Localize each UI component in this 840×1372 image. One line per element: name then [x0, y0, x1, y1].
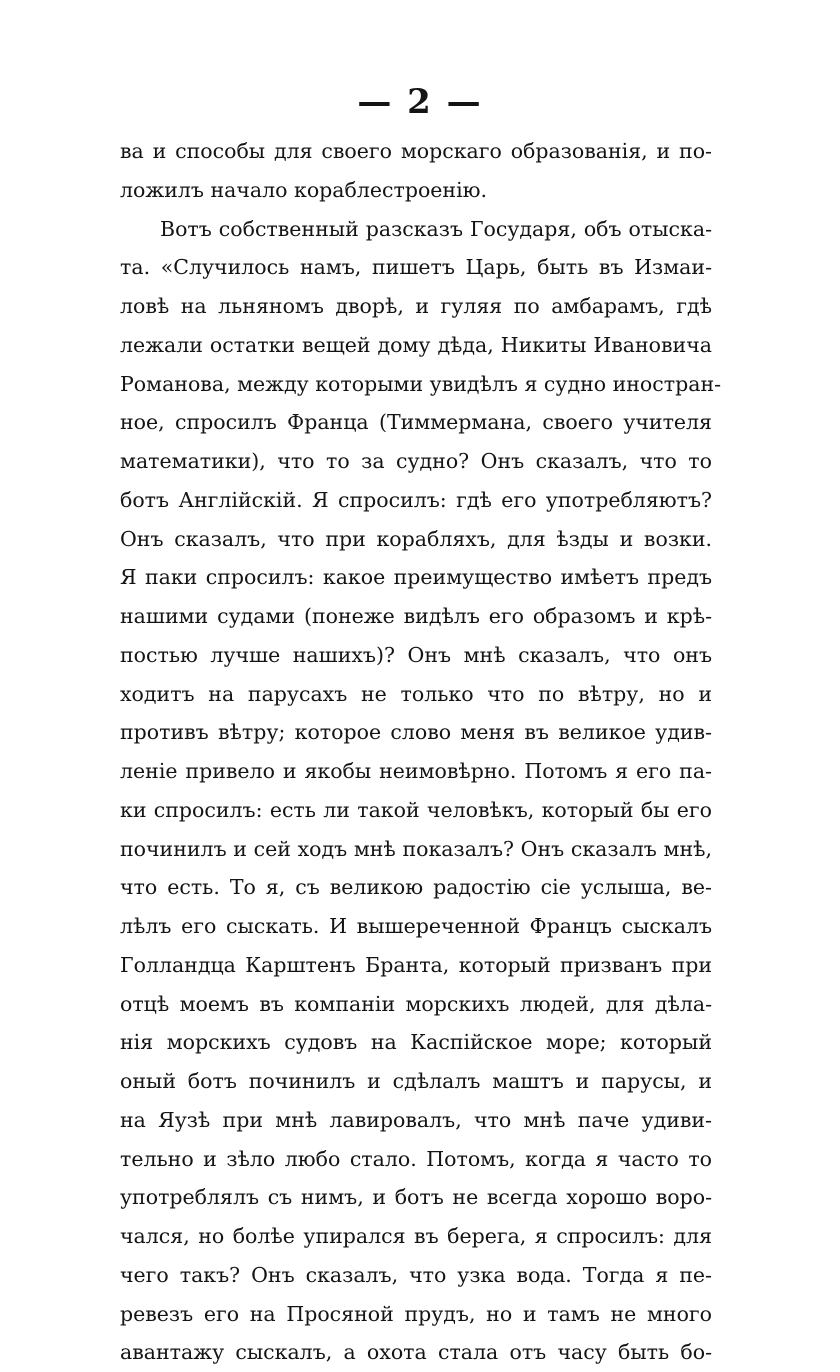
text-line: лежали остатки вещей дому дѣда, Никиты Ивановича: [120, 332, 712, 357]
text-line: чался, но болѣе упирался въ берега, я спросилъ: для: [120, 1224, 712, 1248]
text-line: ревезъ его на Просяной прудъ, но и тамъ не много: [120, 1301, 712, 1326]
text-line: ловѣ на льняномъ дворѣ, и гуляя по амбарамъ, гдѣ: [120, 294, 712, 318]
text-line: употреблялъ съ нимъ, и ботъ не всегда хорошо воро-: [120, 1185, 712, 1210]
text-line: оный ботъ починилъ и сдѣлалъ маштъ и парусы, и: [120, 1069, 712, 1093]
text-line: ное, спросилъ Франца (Тиммермана, своего учителя: [120, 410, 712, 435]
text-line: нашими судами (понеже видѣлъ его образомъ и крѣ-: [120, 604, 712, 628]
text-line: Голландца Карштенъ Бранта, который призванъ при: [120, 952, 712, 977]
text-line: починилъ и сей ходъ мнѣ показалъ? Онъ сказалъ мнѣ,: [120, 836, 712, 861]
text-line: Я паки спросилъ: какое преимущество имѣетъ предъ: [120, 565, 712, 590]
text-line: ки спросилъ: есть ли такой человѣкъ, который бы его: [120, 797, 712, 822]
text-line: нія морскихъ судовъ на Каспійское море; который: [120, 1030, 712, 1055]
text-line: что есть. То я, съ великою радостію сіе услыша, ве-: [120, 875, 712, 900]
text-line: Романова, между которыми увидѣлъ я судно иностран-: [120, 371, 722, 396]
text-line: леніе привело и якобы неимовѣрно. Потомъ я его па-: [120, 759, 712, 783]
text-line: ва и способы для своего морскаго образованія, и по-: [120, 139, 712, 163]
text-line: ботъ Англійскій. Я спросилъ: гдѣ его употребляютъ?: [120, 487, 712, 512]
text-line: авантажу сыскалъ, а охота стала отъ часу быть бо-: [120, 1340, 712, 1365]
text-line: отцѣ моемъ въ компаніи морскихъ людей, для дѣла-: [120, 991, 712, 1016]
text-line: ложилъ начало кораблестроенію.: [120, 177, 488, 202]
text-line: противъ вѣтру; которое слово меня въ великое удив-: [120, 720, 712, 745]
text-line: ходитъ на парусахъ не только что по вѣтру, но и: [120, 681, 712, 706]
text-line: постью лучше нашихъ)? Онъ мнѣ сказалъ, что онъ: [120, 642, 712, 667]
text-line: на Яузѣ при мнѣ лавировалъ, что мнѣ паче удиви-: [120, 1107, 712, 1132]
text-line: математики), что то за судно? Онъ сказалъ, что то: [120, 449, 712, 473]
text-line: Вотъ собственный разсказъ Государя, объ отыска-: [160, 216, 712, 241]
text-line: тельно и зѣло любо стало. Потомъ, когда я часто то: [120, 1146, 712, 1171]
text-line: та. «Случилось намъ, пишетъ Царь, быть въ Измаи-: [120, 255, 712, 280]
text-line: чего такъ? Онъ сказалъ, что узка вода. Тогда я пе-: [120, 1262, 712, 1287]
body-text: [120, 132, 722, 1372]
text-line: лѣлъ его сыскать. И вышереченной Францъ сыскалъ: [120, 914, 712, 938]
page-number: — 2 —: [357, 82, 483, 122]
text-line: Онъ сказалъ, что при корабляхъ, для ѣзды и возки.: [120, 526, 712, 551]
